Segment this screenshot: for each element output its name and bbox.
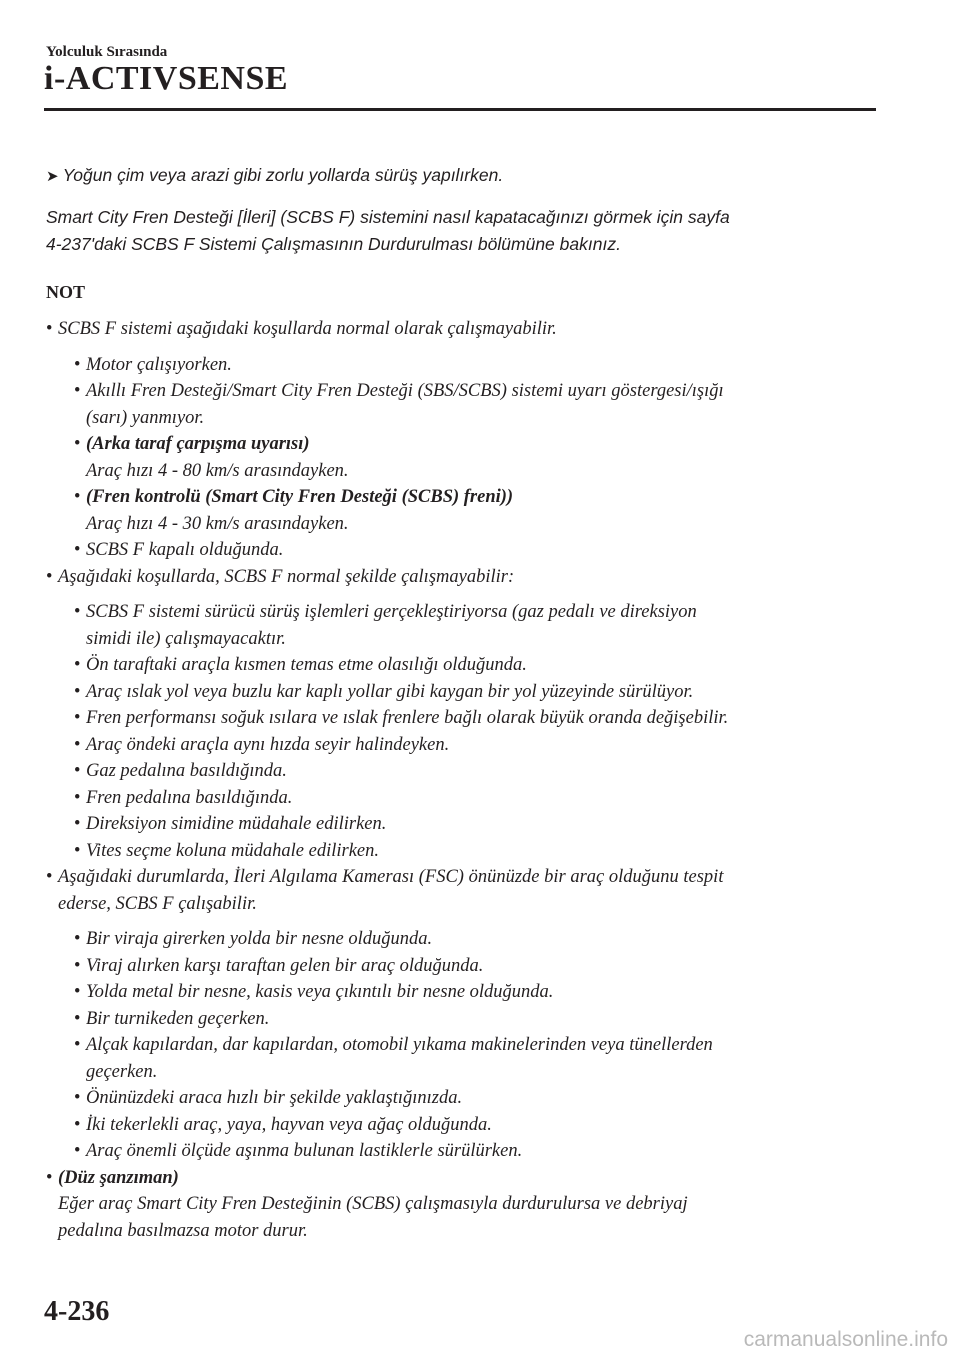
bullet-dot-icon: • (74, 381, 81, 401)
list-item-text: İki tekerlekli araç, yaya, hayvan veya ağaç olduğunda. (86, 1114, 492, 1135)
bullet-dot-icon: • (74, 761, 81, 781)
bullet-dot-icon: • (46, 1167, 53, 1188)
bullet-dot-icon: • (46, 566, 53, 587)
list-item-text: geçerken. (86, 1061, 158, 1082)
list-item (74, 352, 886, 379)
list-item-text: (sarı) yanmıyor. (86, 407, 205, 428)
note-body (46, 316, 886, 1244)
intro-bullet (46, 165, 503, 186)
list-item (74, 979, 886, 1006)
list-item-subheading: (Fren kontrolü (Smart City Fren Desteği (SCBS) freni)) (86, 487, 514, 507)
list-item-text: Yolda metal bir nesne, kasis veya çıkıntılı bir nesne olduğunda. (86, 982, 554, 1002)
list-item-text: Bir turnikeden geçerken. (86, 1008, 270, 1029)
bullet-dot-icon: • (74, 1035, 81, 1055)
page-title: i-ACTIVSENSE (44, 60, 289, 97)
bullet-dot-icon: • (74, 354, 81, 375)
bullet-dot-icon: • (74, 487, 81, 507)
bullet-dot-icon: • (46, 319, 53, 339)
list-item-text: Bir viraja girerken yolda bir nesne olduğunda. (86, 929, 433, 949)
bullet-dot-icon: • (74, 602, 81, 622)
list-item (46, 864, 886, 917)
bullet-dot-icon: • (46, 867, 53, 887)
bullet-dot-icon: • (74, 814, 81, 834)
list-item-text: Önünüzdeki araca hızlı bir şekilde yaklaştığınızda. (86, 1088, 463, 1108)
list-item-text: Direksiyon simidine müdahale edilirken. (86, 814, 387, 834)
list-item (74, 484, 886, 511)
list-item (74, 679, 886, 706)
list-item (74, 1112, 886, 1139)
list-item (74, 1006, 886, 1033)
page-number: 4-236 (44, 1296, 110, 1327)
list-item-text: Motor çalışıyorken. (86, 354, 232, 375)
intro-bullet-text: Yoğun çim veya arazi gibi zorlu yollarda sürüş yapılırken. (62, 165, 504, 185)
bullet-dot-icon: • (74, 708, 81, 728)
list-item (74, 705, 886, 732)
list-item (74, 378, 886, 431)
bullet-dot-icon: • (74, 434, 81, 454)
bullet-dot-icon: • (74, 1141, 81, 1161)
list-item-text: Aşağıdaki durumlarda, İleri Algılama Kamerası (FSC) önünüzde bir araç olduğunu tespit (58, 867, 724, 887)
list-item-text: SCBS F sistemi aşağıdaki koşullarda normal olarak çalışmayabilir. (58, 319, 557, 339)
list-item (74, 838, 886, 865)
bullet-dot-icon: • (74, 929, 81, 949)
bullet-dot-icon: • (74, 681, 81, 702)
bullet-dot-icon: • (74, 540, 81, 560)
intro-paragraph (46, 204, 866, 258)
list-item-text: Araç hızı 4 - 30 km/s arasındayken. (86, 513, 349, 534)
list-item (74, 785, 886, 812)
list-item-subheading: (Düz şanzıman) (58, 1167, 179, 1188)
list-item-text: Araç önemli ölçüde aşınma bulunan lastiklerle sürülürken. (86, 1141, 523, 1161)
list-item-text: Aşağıdaki koşullarda, SCBS F normal şekilde çalışmayabilir: (58, 566, 515, 587)
list-item (74, 599, 886, 652)
intro-paragraph-line: Smart City Fren Desteği [İleri] (SCBS F) sistemini nasıl kapatacağınızı görmek için sayfa (46, 207, 730, 227)
list-item-text: Fren performansı soğuk ısılara ve ıslak frenlere bağlı olarak büyük oranda değişebilir. (86, 708, 729, 728)
list-item-text: Alçak kapılardan, dar kapılardan, otomobil yıkama makinelerinden veya tünellerden (86, 1035, 713, 1055)
list-item (74, 926, 886, 953)
bullet-dot-icon: • (74, 1008, 81, 1029)
bullet-dot-icon: • (74, 982, 81, 1002)
bullet-dot-icon: • (74, 1114, 81, 1135)
list-item-continuation (86, 458, 886, 485)
list-item (74, 811, 886, 838)
list-item-text: SCBS F kapalı olduğunda. (86, 540, 284, 560)
list-item-text: ederse, SCBS F çalışabilir. (58, 893, 257, 914)
list-item (74, 1085, 886, 1112)
list-item-text: Araç öndeki araçla aynı hızda seyir halindeyken. (86, 734, 450, 755)
list-item (74, 732, 886, 759)
list-item-text: pedalına basılmazsa motor durur. (58, 1220, 308, 1241)
list-item (74, 758, 886, 785)
list-item-text: SCBS F sistemi sürücü sürüş işlemleri gerçekleştiriyorsa (gaz pedalı ve direksiyon (86, 602, 697, 622)
bullet-dot-icon: • (74, 655, 81, 675)
section-label: Yolculuk Sırasında (46, 44, 168, 60)
bullet-dot-icon: • (74, 787, 81, 808)
list-item-text: Viraj alırken karşı taraftan gelen bir araç olduğunda. (86, 955, 484, 976)
list-item (74, 1138, 886, 1165)
list-item-text: Gaz pedalına basıldığında. (86, 761, 287, 781)
list-item (46, 316, 886, 343)
list-item-text: Ön taraftaki araçla kısmen temas etme olasılığı olduğunda. (86, 655, 527, 675)
intro-paragraph-line: 4-237'daki SCBS F Sistemi Çalışmasının Durdurulması bölümüne bakınız. (46, 234, 621, 254)
list-item (74, 953, 886, 980)
list-item (46, 1165, 886, 1245)
list-item-continuation (86, 511, 886, 538)
list-item-text: Akıllı Fren Desteği/Smart City Fren Desteği (SBS/SCBS) sistemi uyarı göstergesi/ışığı (86, 381, 724, 401)
bullet-dot-icon: • (74, 734, 81, 755)
list-item (74, 652, 886, 679)
list-item (74, 537, 886, 564)
bullet-dot-icon: • (74, 840, 81, 861)
bullet-dot-icon: • (74, 955, 81, 976)
bullet-dot-icon: • (74, 1088, 81, 1108)
header-divider (44, 108, 876, 111)
arrow-bullet-icon: ➤ (46, 168, 59, 185)
list-item-subheading: (Arka taraf çarpışma uyarısı) (86, 434, 310, 454)
note-heading: NOT (46, 282, 86, 302)
list-item-text: Araç ıslak yol veya buzlu kar kaplı yollar gibi kaygan bir yol yüzeyinde sürülüyor. (86, 681, 694, 702)
list-item-text: simidi ile) çalışmayacaktır. (86, 628, 286, 649)
list-item-text: Eğer araç Smart City Fren Desteğinin (SCBS) çalışmasıyla durdurulursa ve debriyaj (58, 1194, 688, 1214)
list-item (74, 431, 886, 458)
list-item (46, 564, 886, 591)
list-item-text: Araç hızı 4 - 80 km/s arasındayken. (86, 460, 349, 481)
watermark: carmanualsonline.info (743, 1328, 948, 1351)
list-item (74, 1032, 886, 1085)
list-item-text: Fren pedalına basıldığında. (86, 787, 293, 808)
list-item-text: Vites seçme koluna müdahale edilirken. (86, 840, 380, 861)
